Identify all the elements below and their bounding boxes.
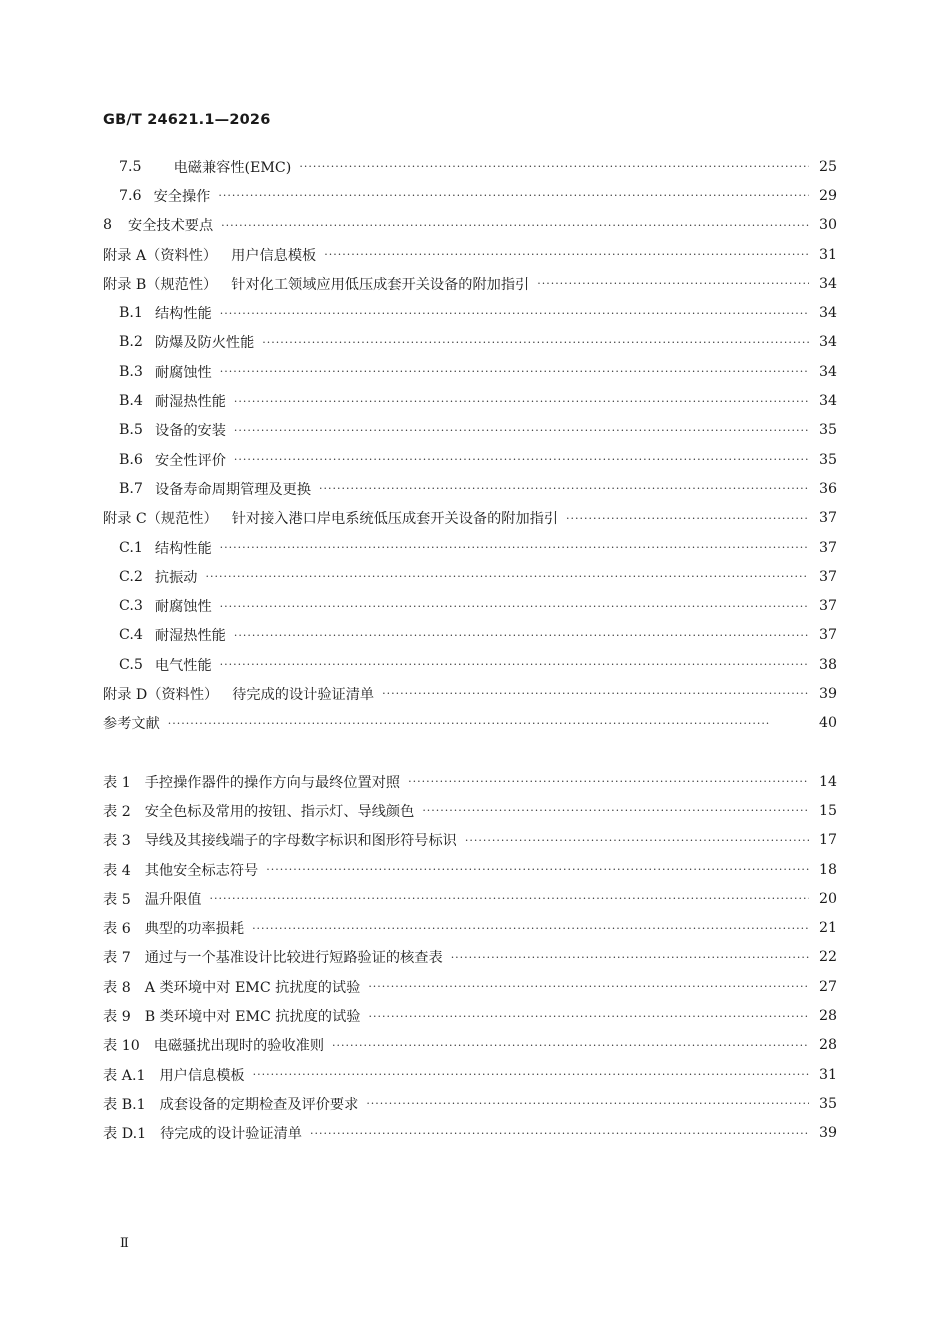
toc-leader-dots (220, 308, 809, 319)
toc-entry-title: 成套设备的定期检查及评价要求 (159, 1096, 359, 1113)
toc-entry-number: B.7 (119, 480, 143, 497)
toc-entry[interactable] (103, 504, 837, 533)
toc-entry-page: 37 (818, 627, 837, 644)
toc-entry[interactable] (103, 709, 837, 738)
toc-entry-title: 安全色标及常用的按钮、指示灯、导线颜色 (144, 803, 415, 820)
toc-leader-dots (253, 1069, 809, 1080)
toc-entry[interactable] (103, 1031, 837, 1060)
toc-entry[interactable] (103, 298, 837, 327)
toc-entry[interactable] (103, 386, 837, 415)
toc-leader-dots (218, 190, 809, 201)
toc-leader-dots (234, 396, 809, 407)
toc-leader-dots (220, 601, 809, 612)
toc-entry-number: B.6 (119, 451, 143, 468)
toc-entry-number: B.4 (119, 393, 143, 410)
toc-entry[interactable] (103, 650, 837, 679)
toc-entry-title: 用户信息模板 (159, 1067, 245, 1084)
toc-entry-page: 29 (818, 187, 837, 204)
toc-leader-dots (168, 718, 809, 729)
toc-entry-page: 34 (818, 393, 837, 410)
toc-leader-dots (220, 542, 809, 553)
toc-entry-number: 表 2 (103, 803, 131, 820)
toc-entry-page: 36 (818, 480, 837, 497)
toc-entry-page: 20 (818, 890, 837, 907)
toc-leader-dots (368, 981, 809, 992)
toc-entry-title: 电磁骚扰出现时的验收准则 (153, 1038, 325, 1055)
toc-leader-dots (299, 161, 809, 172)
toc-sections (103, 152, 837, 738)
toc-entry-number: C.1 (119, 539, 143, 556)
toc-entry-title: 防爆及防火性能 (154, 335, 255, 352)
toc-leader-dots (319, 483, 809, 494)
toc-entry[interactable] (103, 533, 837, 562)
toc-leader-dots (324, 249, 809, 260)
toc-entry-number: 表 3 (103, 833, 131, 850)
toc-leader-dots (234, 454, 809, 465)
toc-entry-title: 设备寿命周期管理及更换 (154, 481, 312, 498)
toc-entry[interactable] (103, 972, 837, 1001)
toc-leader-dots (408, 776, 809, 787)
toc-entry-title: 抗振动 (154, 569, 198, 586)
toc-entry-title: 结构性能 (154, 306, 212, 323)
toc-entry-page: 14 (818, 773, 837, 790)
toc-entry-number: B.1 (119, 305, 143, 322)
toc-entry[interactable] (103, 1119, 837, 1148)
toc-leader-dots (266, 864, 809, 875)
toc-entry-number: 表 8 (103, 979, 131, 996)
toc-entry-title: 用户信息模板 (231, 247, 317, 264)
toc-entry-number: C.3 (119, 598, 143, 615)
standard-code-header: GB/T 24621.1—2026 (103, 112, 271, 128)
toc-entry-number: 表 B.1 (103, 1096, 146, 1113)
toc-entry[interactable] (103, 679, 837, 708)
toc-entry-number: C.5 (119, 656, 143, 673)
toc-entry-number: 参考文献 (103, 716, 160, 733)
toc-entry[interactable] (103, 357, 837, 386)
toc-entry-page: 34 (818, 275, 837, 292)
toc-entry-page: 28 (818, 1008, 837, 1025)
toc-entry-title: B 类环境中对 EMC 抗扰度的试验 (144, 1009, 361, 1026)
toc-entry-number: 表 7 (103, 950, 131, 967)
toc-leader-dots (220, 366, 809, 377)
toc-entry-number: 表 A.1 (103, 1067, 146, 1084)
toc-entry-number: 表 5 (103, 891, 131, 908)
toc-entry[interactable] (103, 767, 837, 796)
toc-entry[interactable] (103, 562, 837, 591)
toc-entry[interactable] (103, 591, 837, 620)
toc-entry-number: 表 9 (103, 1009, 131, 1026)
toc-entry-number: 表 6 (103, 921, 131, 938)
toc-leader-dots (221, 220, 809, 231)
toc-entry-title: 安全性评价 (154, 452, 226, 469)
toc-entry-page: 34 (818, 334, 837, 351)
toc-leader-dots (465, 835, 809, 846)
page-number-footer: Ⅱ (120, 1236, 129, 1251)
toc-leader-dots (366, 1098, 809, 1109)
toc-entry-number: 附录 B（规范性） (103, 276, 218, 293)
toc-entry-page: 27 (818, 978, 837, 995)
toc-entry-title: 待完成的设计验证清单 (232, 686, 375, 703)
toc-leader-dots (220, 659, 809, 670)
toc-entry[interactable] (103, 884, 837, 913)
toc-entry-number: 附录 A（资料性） (103, 247, 218, 264)
toc-entry[interactable] (103, 1001, 837, 1030)
toc-entry-page: 31 (818, 1066, 837, 1083)
toc-entry[interactable] (103, 1060, 837, 1089)
toc-entry-page: 37 (818, 568, 837, 585)
toc-entry-number: 7.6 (119, 187, 142, 204)
toc-entry-number: 7.5 (119, 158, 142, 175)
toc-entry-title: 通过与一个基准设计比较进行短路验证的核查表 (144, 950, 443, 967)
toc-entry[interactable] (103, 943, 837, 972)
toc-entry-title: 导线及其接线端子的字母数字标识和图形符号标识 (144, 833, 457, 850)
toc-entry[interactable] (103, 474, 837, 503)
toc-leader-dots (422, 805, 809, 816)
toc-entry-number: 表 D.1 (103, 1126, 147, 1143)
toc-entry-title: 针对化工领域应用低压成套开关设备的附加指引 (231, 276, 530, 293)
toc-entry-title: 安全技术要点 (128, 218, 214, 235)
toc-entry-number: C.2 (119, 568, 143, 585)
toc-entry-number: 附录 D（资料性） (103, 686, 219, 703)
toc-entry-number: 表 10 (103, 1038, 140, 1055)
toc-entry[interactable] (103, 181, 837, 210)
toc-entry[interactable] (103, 913, 837, 942)
toc-entry[interactable] (103, 855, 837, 884)
toc-leader-dots (234, 630, 809, 641)
toc-entry-number: 附录 C（规范性） (103, 511, 218, 528)
toc-entry-title: 典型的功率损耗 (144, 921, 245, 938)
toc-entry-page: 18 (818, 861, 837, 878)
toc-entry-number: B.5 (119, 422, 143, 439)
toc-entry[interactable] (103, 152, 837, 181)
toc-entry[interactable] (103, 240, 837, 269)
toc-leader-dots (451, 952, 809, 963)
toc-leader-dots (205, 571, 809, 582)
toc-leader-dots (210, 893, 810, 904)
toc-entry-page: 37 (818, 598, 837, 615)
toc-entry-page: 38 (818, 656, 837, 673)
toc-leader-dots (382, 688, 809, 699)
toc-entry-page: 28 (818, 1037, 837, 1054)
toc-entry-page: 34 (818, 363, 837, 380)
toc-tables (103, 767, 837, 1148)
toc-leader-dots (262, 337, 809, 348)
toc-entry[interactable] (103, 796, 837, 825)
toc-entry-title: 安全操作 (153, 188, 211, 205)
toc-entry-page: 30 (818, 217, 837, 234)
toc-entry-title: 针对接入港口岸电系统低压成套开关设备的附加指引 (231, 511, 559, 528)
toc-leader-dots (566, 513, 809, 524)
toc-leader-dots (537, 278, 809, 289)
toc-entry-number: 表 1 (103, 774, 131, 791)
toc-entry-page: 31 (818, 246, 837, 263)
toc-leader-dots (310, 1128, 809, 1139)
toc-entry-title: A 类环境中对 EMC 抗扰度的试验 (144, 979, 361, 996)
toc-entry-page: 17 (818, 832, 837, 849)
toc-entry[interactable] (103, 211, 837, 240)
toc-entry-page: 22 (818, 949, 837, 966)
toc-entry[interactable] (103, 269, 837, 298)
toc-entry-page: 35 (818, 1095, 837, 1112)
toc-entry-number: C.4 (119, 627, 143, 644)
toc-entry-page: 35 (818, 422, 837, 439)
toc-entry-page: 37 (818, 510, 837, 527)
toc-leader-dots (252, 923, 809, 934)
toc-entry-page: 39 (818, 1125, 837, 1142)
toc-entry-title: 耐湿热性能 (154, 628, 226, 645)
toc-entry-title: 手控操作器件的操作方向与最终位置对照 (144, 774, 401, 791)
toc-entry-page: 39 (818, 685, 837, 702)
toc-entry-number: 表 4 (103, 862, 131, 879)
toc-entry-page: 40 (818, 715, 837, 732)
toc-entry[interactable] (103, 621, 837, 650)
toc-entry-title: 温升限值 (144, 891, 202, 908)
toc-entry-page: 15 (818, 802, 837, 819)
toc-entry-title: 其他安全标志符号 (144, 862, 259, 879)
toc-entry[interactable] (103, 1089, 837, 1118)
toc-entry-page: 37 (818, 539, 837, 556)
toc-entry-number: B.2 (119, 334, 143, 351)
toc-entry-title: 设备的安装 (154, 423, 226, 440)
toc-leader-dots (234, 425, 809, 436)
toc-entry-title: 耐湿热性能 (154, 394, 226, 411)
toc-entry[interactable] (103, 328, 837, 357)
toc-entry-page: 21 (818, 920, 837, 937)
toc-leader-dots (332, 1040, 809, 1051)
toc-leader-dots (369, 1011, 810, 1022)
toc-entry-page: 25 (818, 158, 837, 175)
toc-entry-title: 电磁兼容性(EMC) (173, 159, 292, 176)
toc-entry[interactable] (103, 445, 837, 474)
toc-entry-page: 34 (818, 305, 837, 322)
toc-entry-page: 35 (818, 451, 837, 468)
toc-entry[interactable] (103, 826, 837, 855)
toc-entry-title: 待完成的设计验证清单 (160, 1126, 302, 1143)
toc-entry-title: 耐腐蚀性 (154, 599, 212, 616)
toc-entry-number: B.3 (119, 363, 143, 380)
toc-entry-number: 8 (103, 217, 113, 234)
toc-entry-title: 结构性能 (154, 540, 212, 557)
toc-entry[interactable] (103, 416, 837, 445)
toc-entry-title: 耐腐蚀性 (154, 364, 212, 381)
toc-entry-title: 电气性能 (154, 657, 212, 674)
